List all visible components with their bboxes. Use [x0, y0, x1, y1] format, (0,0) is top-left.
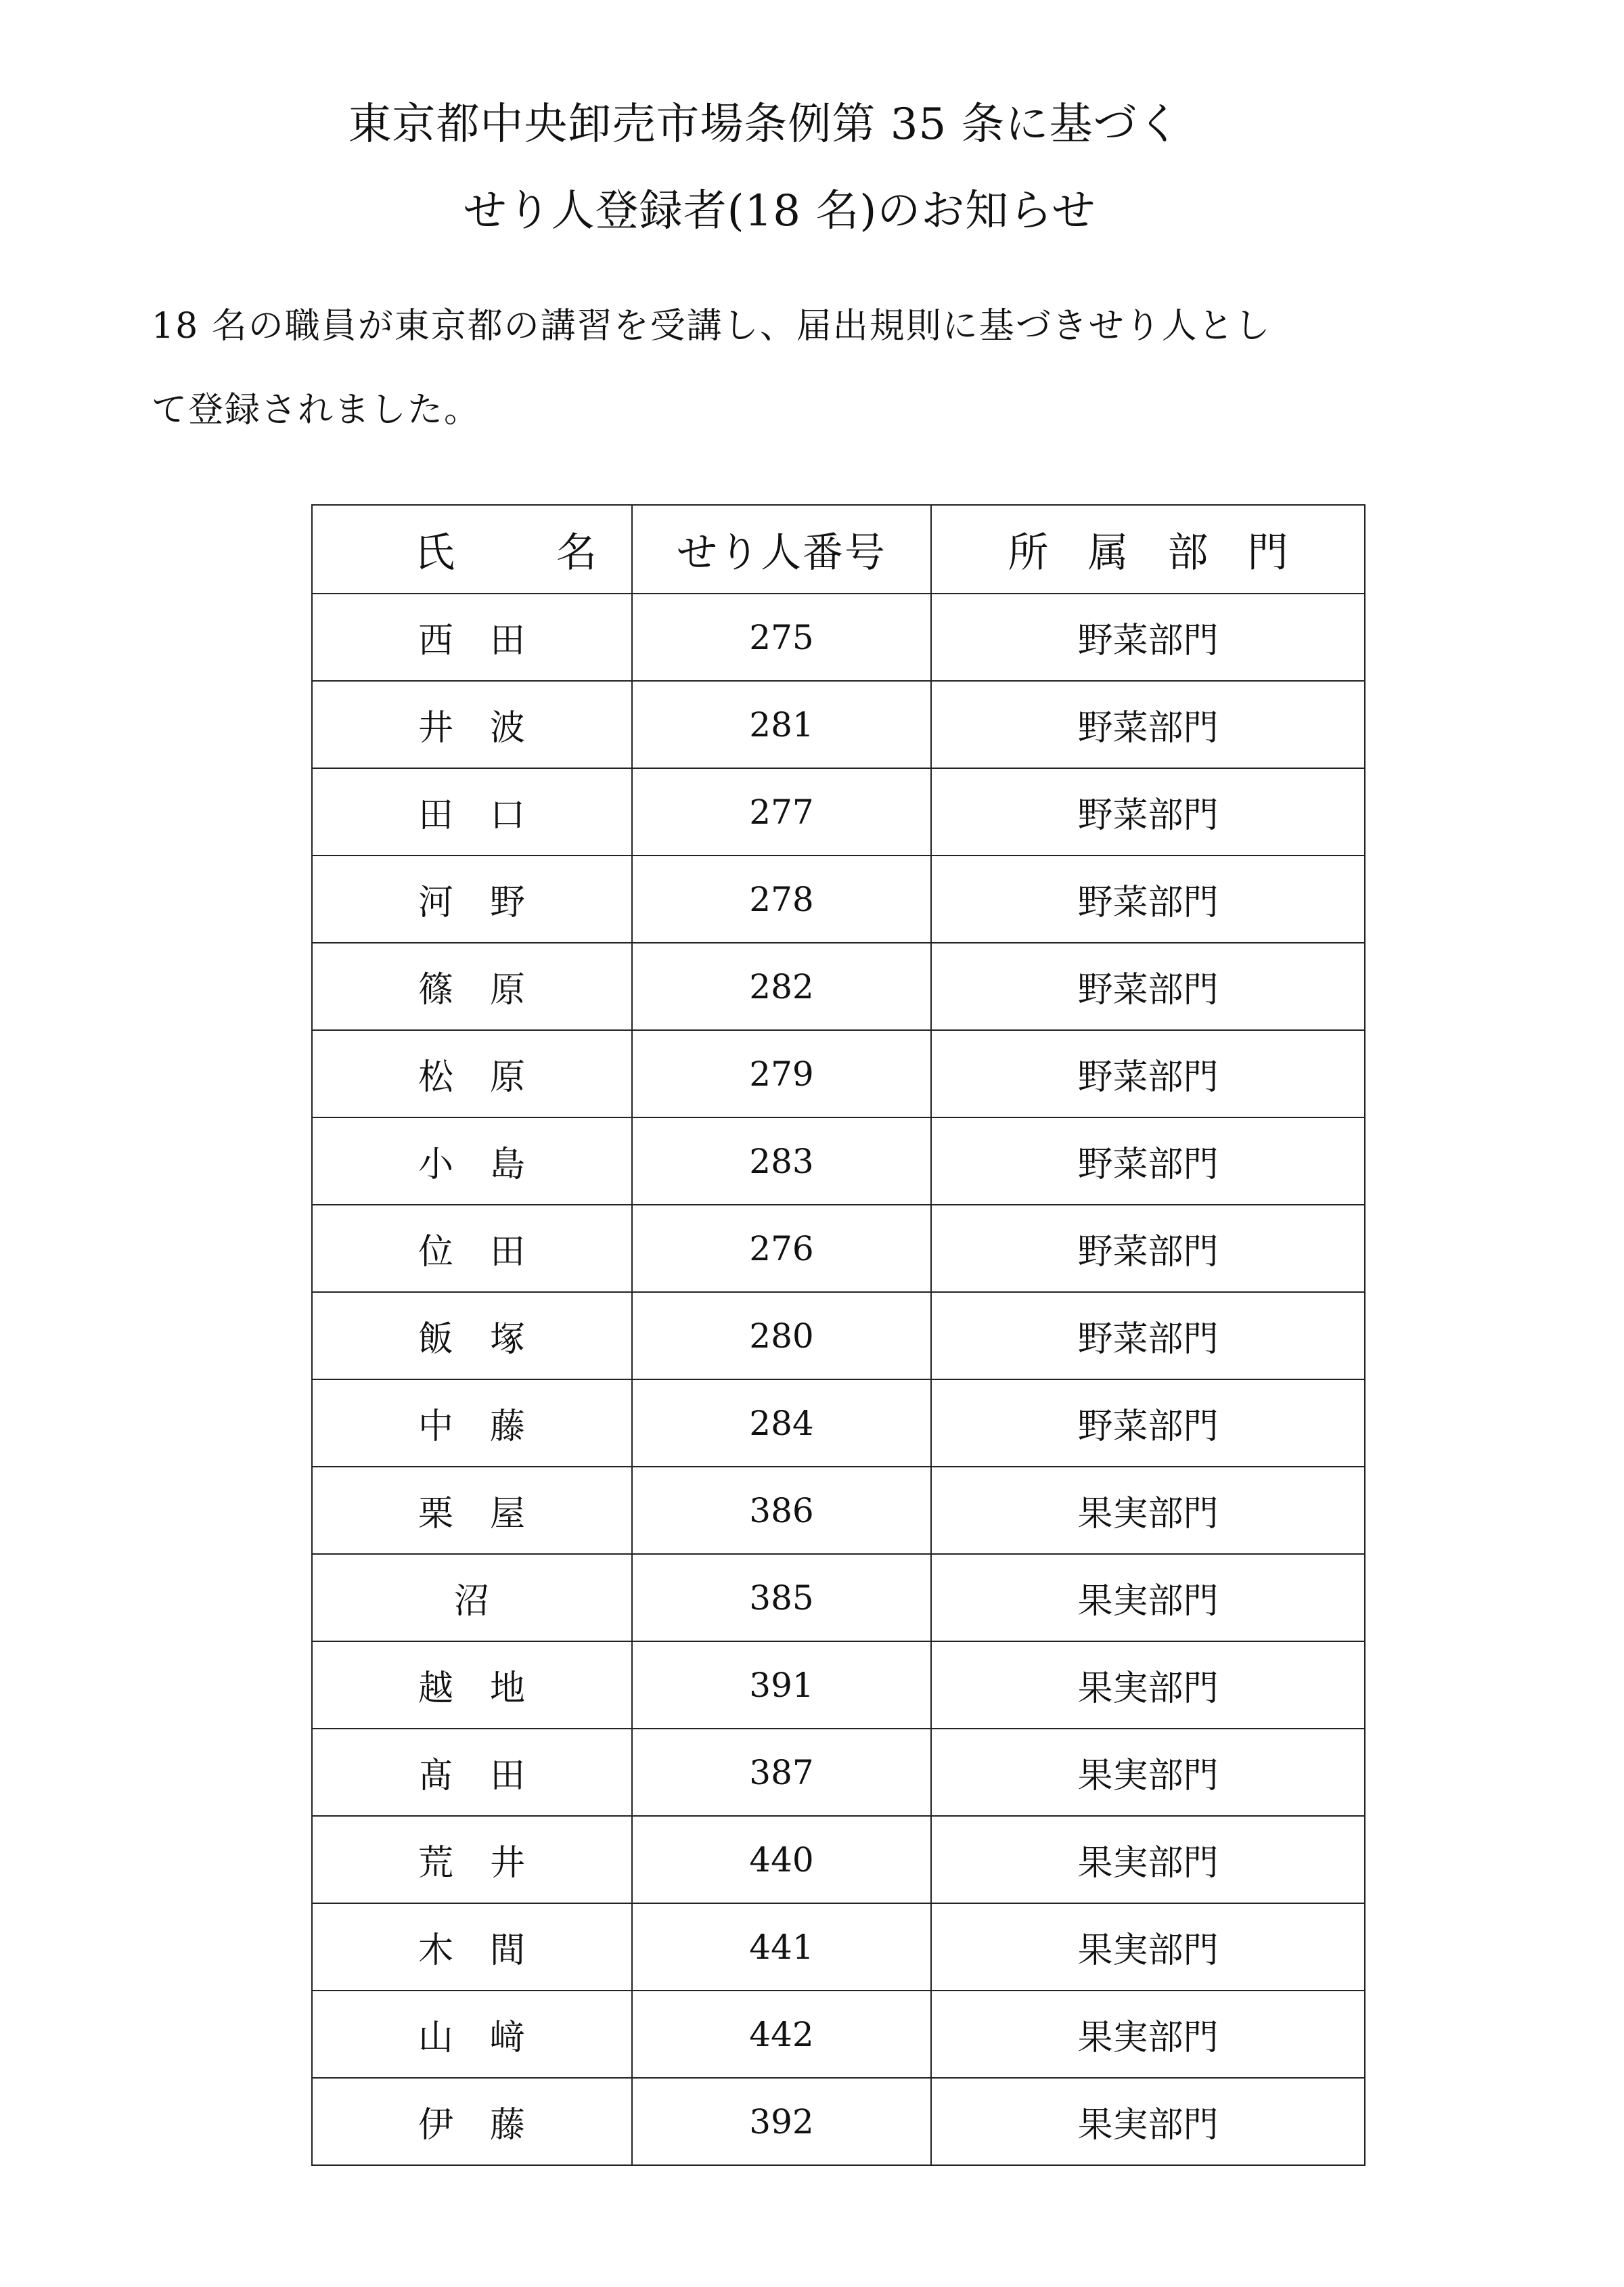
cell-number: 279 — [632, 1030, 931, 1117]
table-row — [312, 681, 1365, 768]
table-row — [312, 856, 1365, 943]
cell-name: 井 波 — [312, 681, 632, 768]
cell-division: 野菜部門 — [931, 1205, 1365, 1292]
cell-number: 386 — [632, 1467, 931, 1554]
cell-number: 276 — [632, 1205, 931, 1292]
cell-number: 440 — [632, 1816, 931, 1903]
registrant-table — [311, 504, 1366, 2166]
table-row — [312, 1379, 1365, 1467]
cell-division: 野菜部門 — [931, 1030, 1365, 1117]
header-name-label: 氏名 — [414, 529, 698, 577]
cell-division: 果実部門 — [931, 1816, 1365, 1903]
header-division — [931, 505, 1365, 594]
document-title — [0, 81, 1624, 254]
table-row — [312, 1030, 1365, 1117]
table-row — [312, 1292, 1365, 1379]
table-header-row — [312, 505, 1365, 594]
cell-name: 山 﨑 — [312, 1991, 632, 2078]
table-row — [312, 1903, 1365, 1991]
cell-name: 河 野 — [312, 856, 632, 943]
cell-number: 387 — [632, 1729, 931, 1816]
cell-number: 392 — [632, 2078, 931, 2165]
cell-division: 野菜部門 — [931, 1292, 1365, 1379]
cell-number: 278 — [632, 856, 931, 943]
header-name — [312, 505, 698, 594]
cell-name: 飯 塚 — [312, 1292, 632, 1379]
header-division-label: 所属部門 — [1008, 529, 1328, 577]
cell-name: 西 田 — [312, 594, 632, 681]
intro-line-2: て登録されました。 — [152, 390, 481, 430]
cell-division: 果実部門 — [931, 1903, 1365, 1991]
header-number-label: せり人番号 — [677, 529, 886, 577]
table-row — [312, 768, 1365, 856]
cell-division: 果実部門 — [931, 2078, 1365, 2165]
cell-name: 荒 井 — [312, 1816, 632, 1903]
table-row — [312, 1816, 1365, 1903]
cell-division: 野菜部門 — [931, 1117, 1365, 1205]
cell-name: 髙 田 — [312, 1729, 632, 1816]
cell-division: 野菜部門 — [931, 768, 1365, 856]
cell-name: 沼 — [312, 1554, 632, 1641]
table-row — [312, 1554, 1365, 1641]
cell-name: 篠 原 — [312, 943, 632, 1030]
table-row — [312, 2078, 1365, 2165]
cell-division: 野菜部門 — [931, 943, 1365, 1030]
cell-number: 275 — [632, 594, 931, 681]
table-row — [312, 1467, 1365, 1554]
cell-name: 木 間 — [312, 1903, 632, 1991]
cell-name: 中 藤 — [312, 1379, 632, 1467]
cell-number: 442 — [632, 1991, 931, 2078]
table-row — [312, 1205, 1365, 1292]
cell-name: 小 島 — [312, 1117, 632, 1205]
cell-division: 果実部門 — [931, 1467, 1365, 1554]
intro-line-1: 18 名の職員が東京都の講習を受講し、届出規則に基づきせり人とし — [152, 306, 1271, 347]
cell-division: 果実部門 — [931, 1729, 1365, 1816]
cell-name: 田 口 — [312, 768, 632, 856]
cell-name: 越 地 — [312, 1641, 632, 1729]
cell-division: 果実部門 — [931, 1641, 1365, 1729]
cell-division: 野菜部門 — [931, 1379, 1365, 1467]
cell-number: 391 — [632, 1641, 931, 1729]
cell-name: 伊 藤 — [312, 2078, 632, 2165]
header-number — [632, 505, 931, 594]
intro-paragraph — [152, 284, 1370, 452]
cell-division: 野菜部門 — [931, 681, 1365, 768]
table-row — [312, 594, 1365, 681]
cell-division: 果実部門 — [931, 1554, 1365, 1641]
cell-number: 280 — [632, 1292, 931, 1379]
cell-name: 位 田 — [312, 1205, 632, 1292]
cell-number: 282 — [632, 943, 931, 1030]
table-row — [312, 1991, 1365, 2078]
cell-number: 283 — [632, 1117, 931, 1205]
table-body — [312, 594, 1365, 2165]
table-row — [312, 1729, 1365, 1816]
cell-number: 441 — [632, 1903, 931, 1991]
cell-number: 385 — [632, 1554, 931, 1641]
cell-number: 284 — [632, 1379, 931, 1467]
cell-name: 栗 屋 — [312, 1467, 632, 1554]
cell-division: 野菜部門 — [931, 856, 1365, 943]
registrant-table-container — [311, 504, 1364, 2166]
table-row — [312, 943, 1365, 1030]
table-row — [312, 1641, 1365, 1729]
cell-division: 野菜部門 — [931, 594, 1365, 681]
cell-number: 281 — [632, 681, 931, 768]
cell-name: 松 原 — [312, 1030, 632, 1117]
title-line-1: 東京都中央卸売市場条例第 35 条に基づく — [348, 99, 1181, 150]
cell-number: 277 — [632, 768, 931, 856]
cell-division: 果実部門 — [931, 1991, 1365, 2078]
table-row — [312, 1117, 1365, 1205]
title-line-2: せり人登録者(18 名)のお知らせ — [463, 186, 1096, 236]
